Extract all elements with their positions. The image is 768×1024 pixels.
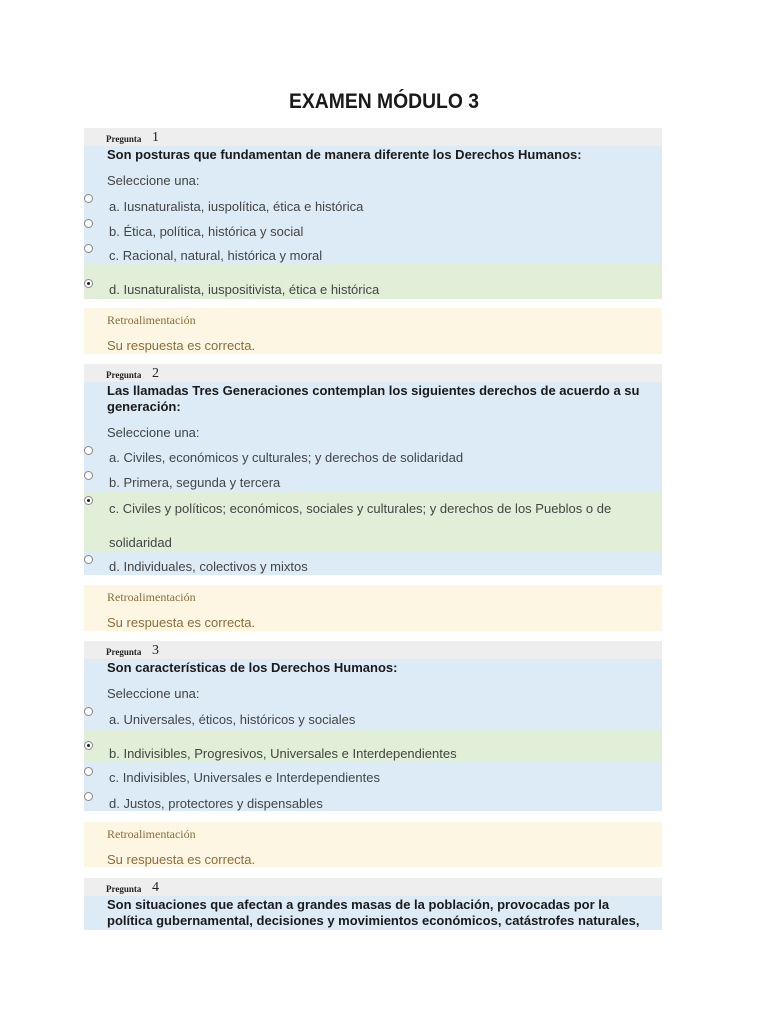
option-2c[interactable] <box>84 491 662 551</box>
option-3c[interactable] <box>84 762 662 786</box>
feedback-label: Retroalimentación <box>107 590 196 604</box>
radio-button[interactable] <box>84 471 93 480</box>
option-label: c. Civiles y políticos; económicos, sociales y culturales; y derechos de los Pueblos o de <box>109 501 612 516</box>
question-4-header <box>84 878 662 896</box>
radio-button[interactable] <box>84 767 93 776</box>
question-2-text <box>107 383 657 415</box>
option-3d[interactable] <box>84 788 662 811</box>
option-label: b. Ética, política, histórica y social <box>109 224 304 239</box>
option-1c[interactable] <box>84 246 662 264</box>
option-label: a. Civiles, económicos y culturales; y derechos de solidaridad <box>109 450 464 465</box>
question-3-header <box>84 641 662 659</box>
option-label: a. Iusnaturalista, iuspolítica, ética e histórica <box>109 199 364 214</box>
option-1b[interactable] <box>84 221 662 243</box>
radio-button-selected[interactable] <box>84 279 93 288</box>
question-text-line: generación: <box>107 399 181 414</box>
radio-button[interactable] <box>84 244 93 253</box>
radio-button-selected[interactable] <box>84 741 93 750</box>
question-text-line: Son características de los Derechos Humanos: <box>107 660 398 675</box>
question-text-line: Las llamadas Tres Generaciones contemplan los siguientes derechos de acuerdo a su <box>107 383 640 398</box>
option-label: b. Indivisibles, Progresivos, Universales e Interdependientes <box>109 746 457 761</box>
radio-button[interactable] <box>84 446 93 455</box>
question-label: Pregunta <box>106 370 142 380</box>
option-label: c. Racional, natural, histórica y moral <box>109 248 323 263</box>
question-number: 4 <box>152 880 159 895</box>
option-1a[interactable] <box>84 196 662 218</box>
option-label: d. Individuales, colectivos y mixtos <box>109 559 308 574</box>
question-number: 3 <box>152 643 159 658</box>
feedback-box-3 <box>84 822 662 867</box>
option-3b[interactable] <box>84 729 662 762</box>
option-3a[interactable] <box>84 709 662 729</box>
question-4-text <box>107 897 657 929</box>
question-number: 1 <box>152 130 159 145</box>
question-label: Pregunta <box>106 884 142 894</box>
question-label: Pregunta <box>106 647 142 657</box>
feedback-text: Su respuesta es correcta. <box>107 615 256 630</box>
option-label: b. Primera, segunda y tercera <box>109 475 281 490</box>
radio-button[interactable] <box>84 194 93 203</box>
feedback-label: Retroalimentación <box>107 313 196 327</box>
option-2d[interactable] <box>84 551 662 575</box>
question-number: 2 <box>152 366 159 381</box>
question-3-text <box>107 660 657 676</box>
feedback-box-1 <box>84 308 662 354</box>
radio-button[interactable] <box>84 219 93 228</box>
option-label-continued: solidaridad <box>109 535 172 550</box>
option-label: c. Indivisibles, Universales e Interdependientes <box>109 770 380 785</box>
radio-button[interactable] <box>84 707 93 716</box>
question-2-header <box>84 364 662 382</box>
question-text-line: Son situaciones que afectan a grandes masas de la población, provocadas por la <box>107 897 610 912</box>
option-2b[interactable] <box>84 473 662 491</box>
option-label: d. Justos, protectores y dispensables <box>109 796 323 811</box>
question-label: Pregunta <box>106 134 142 144</box>
question-text-line: Son posturas que fundamentan de manera diferente los Derechos Humanos: <box>107 147 582 162</box>
feedback-text: Su respuesta es correcta. <box>107 852 256 867</box>
select-prompt: Seleccione una: <box>107 686 200 701</box>
select-prompt: Seleccione una: <box>107 173 200 188</box>
exam-title: EXAMEN MÓDULO 3 <box>288 90 479 113</box>
feedback-box-2 <box>84 585 662 631</box>
feedback-label: Retroalimentación <box>107 827 196 841</box>
option-2a[interactable] <box>84 448 662 470</box>
question-1-text <box>107 147 657 163</box>
radio-button-selected[interactable] <box>84 496 93 505</box>
question-text-line: política gubernamental, decisiones y movimientos económicos, catástrofes naturales, <box>107 913 640 928</box>
option-1d[interactable] <box>84 264 662 299</box>
feedback-text: Su respuesta es correcta. <box>107 338 256 353</box>
option-label: a. Universales, éticos, históricos y sociales <box>109 712 356 727</box>
select-prompt: Seleccione una: <box>107 425 200 440</box>
radio-button[interactable] <box>84 555 93 564</box>
question-1-header <box>84 128 662 146</box>
option-label: d. Iusnaturalista, iuspositivista, ética e histórica <box>109 282 380 297</box>
radio-button[interactable] <box>84 792 93 801</box>
